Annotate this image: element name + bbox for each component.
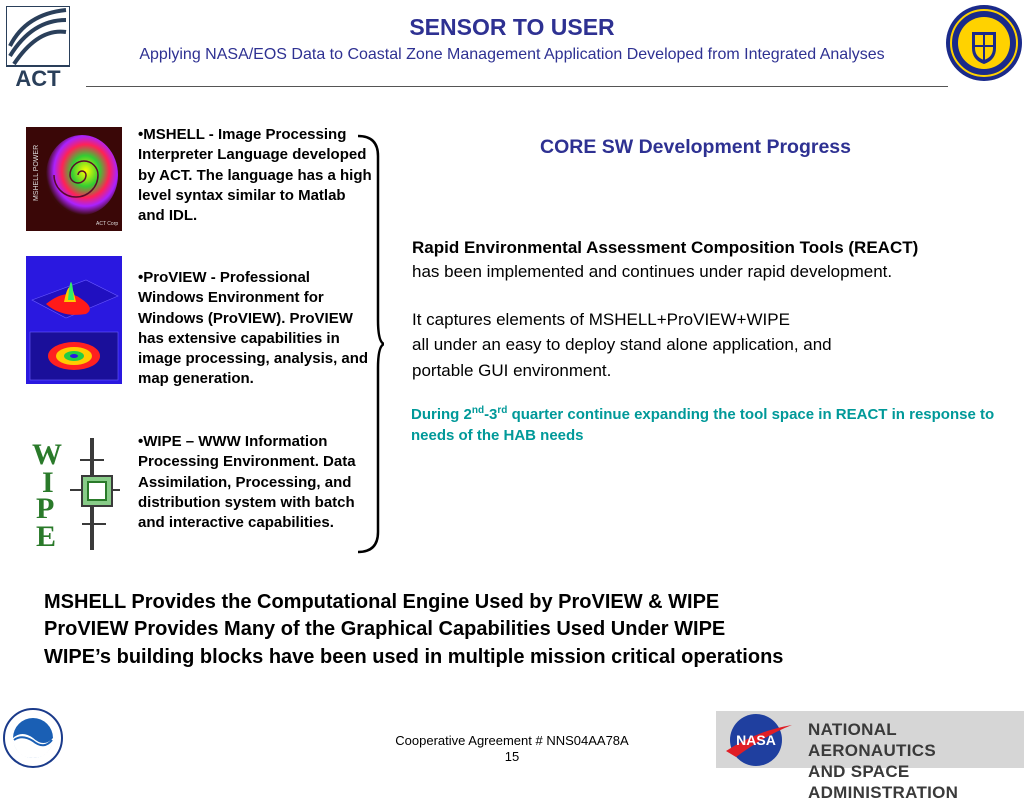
svg-text:P: P bbox=[36, 492, 55, 525]
svg-text:NASA: NASA bbox=[736, 732, 776, 748]
nasa-meatball-icon bbox=[722, 711, 808, 768]
summary-line-1: MSHELL Provides the Computational Engine Used by ProVIEW & WIPE bbox=[44, 591, 720, 613]
noaa-logo bbox=[2, 708, 64, 768]
mshell-nautilus-image bbox=[26, 127, 122, 231]
slide-title: SENSOR TO USER bbox=[409, 14, 615, 40]
quarter-plan-text-a: During 2 bbox=[411, 406, 472, 423]
quarter-plan-sup-nd: nd bbox=[471, 405, 485, 416]
react-description: has been implemented and continues under rapid development. bbox=[412, 262, 893, 281]
nasa-line-2: AND SPACE ADMINISTRATION bbox=[808, 762, 959, 802]
quarter-plan-text-c: quarter continue expanding the tool space in REACT in response to needs of the HAB needs bbox=[411, 406, 995, 444]
footer bbox=[330, 733, 694, 765]
svg-text:ACT Corp: ACT Corp bbox=[96, 221, 119, 227]
captures-line-3: portable GUI environment. bbox=[412, 361, 612, 380]
proview-bullet: •ProVIEW - Professional Windows Environment for Windows (ProVIEW). ProVIEW has extensive capabilities in image processing, analysis, and map generation. bbox=[138, 269, 369, 388]
quarter-plan-note bbox=[411, 404, 1011, 446]
quarter-plan-sup-rd: rd bbox=[497, 405, 508, 416]
wipe-logo-image bbox=[26, 434, 122, 552]
header-divider bbox=[86, 86, 948, 87]
svg-text:I: I bbox=[42, 466, 54, 499]
quarter-plan-text-b: -3 bbox=[484, 406, 498, 423]
wipe-bullet: •WIPE – WWW Information Processing Environment. Data Assimilation, Processing, and distribution system with batch and interactive capabilities. bbox=[138, 433, 356, 532]
mshell-bullet: •MSHELL - Image Processing Interpreter Language developed by ACT. The language has a high level syntax similar to Matlab and IDL. bbox=[138, 126, 372, 225]
svg-text:W: W bbox=[32, 438, 62, 471]
slide-subtitle: Applying NASA/EOS Data to Coastal Zone Management Application Developed from Integrated Analyses bbox=[139, 46, 885, 63]
react-heading: Rapid Environmental Assessment Composition Tools (REACT) bbox=[412, 238, 919, 257]
nasa-line-1: NATIONAL AERONAUTICS bbox=[808, 720, 936, 760]
page-number: 15 bbox=[504, 749, 520, 764]
agreement-number: Cooperative Agreement # NNS04AA78A bbox=[395, 733, 629, 748]
captures-line-1: It captures elements of MSHELL+ProVIEW+WIPE bbox=[412, 310, 790, 329]
nrl-seal-logo bbox=[944, 2, 1024, 84]
act-logo-text: ACT bbox=[15, 66, 61, 90]
svg-text:MSHELL POWER: MSHELL POWER bbox=[33, 144, 40, 201]
curly-brace bbox=[354, 134, 384, 554]
proview-surface-plot-image bbox=[26, 256, 122, 384]
captures-line-2: all under an easy to deploy stand alone application, and bbox=[412, 335, 832, 354]
core-progress-title: CORE SW Development Progress bbox=[540, 136, 851, 158]
summary-line-3: WIPE’s building blocks have been used in multiple mission critical operations bbox=[44, 646, 784, 668]
nasa-wordmark bbox=[808, 719, 1024, 803]
svg-text:E: E bbox=[36, 520, 57, 552]
summary-line-2: ProVIEW Provides Many of the Graphical Capabilities Used Under WIPE bbox=[44, 618, 726, 640]
